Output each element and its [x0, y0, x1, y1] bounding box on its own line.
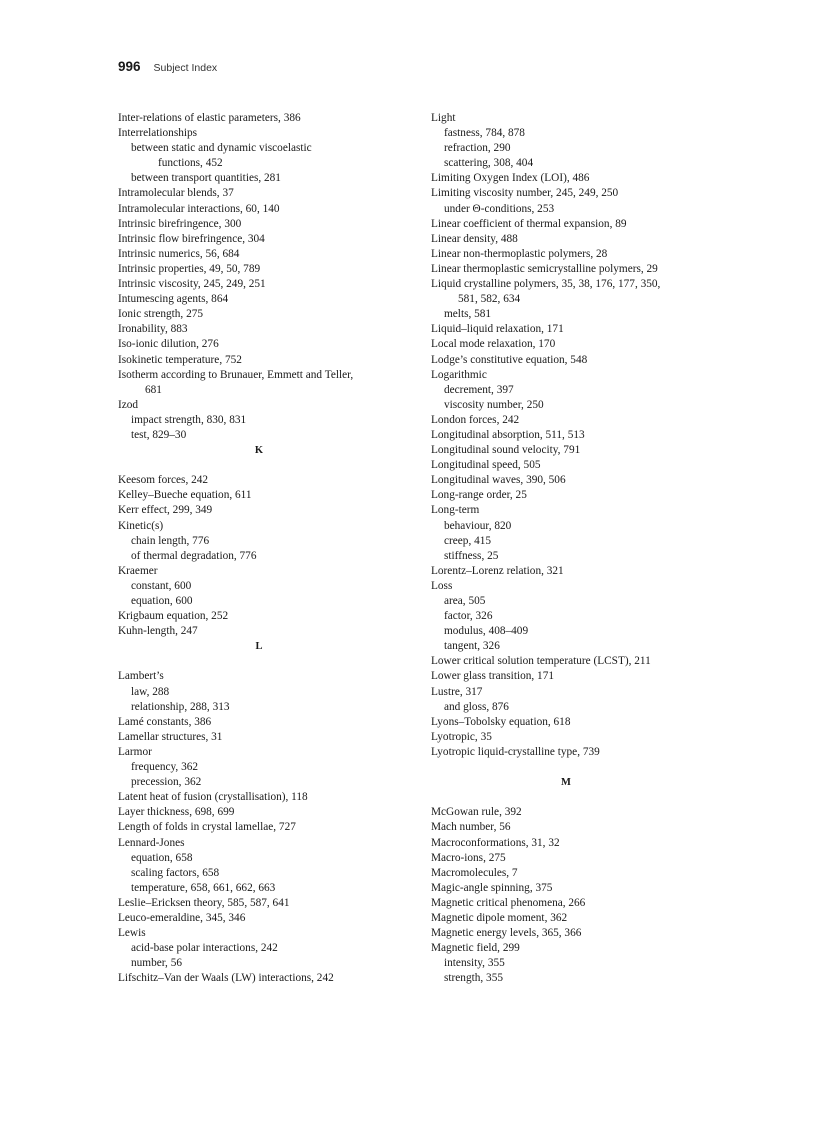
index-entry: Isotherm according to Brunauer, Emmett and Teller, — [118, 368, 354, 381]
index-subentry: relationship, 288, 313 — [131, 700, 230, 713]
index-subentry: law, 288 — [131, 685, 170, 698]
index-subentry: equation, 600 — [131, 595, 193, 607]
index-subentry: tangent, 326 — [444, 640, 500, 653]
section-letter: L — [255, 641, 263, 653]
index-entry: Intrinsic birefringence, 300 — [118, 217, 242, 230]
index-subentry: strength, 355 — [444, 972, 503, 985]
index-entry: Interrelationships — [118, 127, 198, 140]
index-entry: Magnetic field, 299 — [431, 942, 520, 955]
index-entry: Linear non-thermoplastic polymers, 28 — [431, 247, 608, 260]
running-title: Subject Index — [153, 62, 218, 74]
index-column-right — [431, 111, 701, 986]
index-subentry: melts, 581 — [444, 308, 492, 321]
index-entry: Magnetic critical phenomena, 266 — [431, 896, 586, 909]
index-entry: Latent heat of fusion (crystallisation), 118 — [118, 791, 308, 804]
index-entry: Keesom forces, 242 — [118, 474, 209, 487]
index-entry: Intrinsic numerics, 56, 684 — [118, 247, 240, 260]
index-entry: Local mode relaxation, 170 — [431, 338, 556, 351]
index-subentry: stiffness, 25 — [444, 549, 499, 562]
spacer — [118, 458, 400, 473]
index-entry: Lewis — [118, 927, 146, 940]
index-entry: Leslie–Ericksen theory, 585, 587, 641 — [118, 896, 290, 909]
index-subentry: scaling factors, 658 — [131, 866, 220, 879]
index-entry: Magic-angle spinning, 375 — [431, 881, 553, 894]
index-entry: Magnetic energy levels, 365, 366 — [431, 927, 582, 940]
index-entry: McGowan rule, 392 — [431, 806, 522, 819]
index-entry: Macromolecules, 7 — [431, 866, 518, 879]
index-entry: Kinetic(s) — [118, 519, 164, 532]
index-entry: Longitudinal waves, 390, 506 — [431, 474, 566, 487]
index-subentry: area, 505 — [444, 595, 486, 607]
index-entry: Layer thickness, 698, 699 — [118, 806, 235, 819]
index-entry: Logarithmic — [431, 368, 487, 381]
index-subentry: and gloss, 876 — [444, 700, 509, 713]
spacer — [118, 654, 400, 669]
index-entry: Lodge’s constitutive equation, 548 — [431, 353, 588, 366]
page-number: 996 — [118, 59, 141, 74]
index-column-left — [118, 111, 400, 986]
index-entry: Lifschitz–Van der Waals (LW) interactions, 242 — [118, 972, 334, 985]
index-entry: Leuco-emeraldine, 345, 346 — [118, 911, 246, 924]
index-entry: Lambert’s — [118, 670, 164, 683]
index-entry: Lamellar structures, 31 — [118, 730, 223, 743]
index-subentry: number, 56 — [131, 957, 183, 970]
spacer — [431, 790, 701, 805]
index-entry: Kerr effect, 299, 349 — [118, 504, 213, 517]
index-entry: Light — [431, 112, 456, 124]
index-entry: Lower critical solution temperature (LCST), 211 — [431, 655, 651, 668]
spacer — [431, 760, 701, 775]
index-entry: Lyons–Tobolsky equation, 618 — [431, 715, 571, 728]
index-entry: Iso-ionic dilution, 276 — [118, 338, 219, 351]
index-entry: Long-term — [431, 504, 480, 517]
index-entry: Larmor — [118, 745, 152, 758]
index-entry: Lower glass transition, 171 — [431, 670, 554, 683]
index-entry: Intramolecular blends, 37 — [118, 187, 234, 200]
index-entry: Isokinetic temperature, 752 — [118, 353, 242, 366]
index-entry: Limiting viscosity number, 245, 249, 250 — [431, 187, 619, 200]
index-entry: Kelley–Bueche equation, 611 — [118, 489, 252, 502]
index-entry: Lustre, 317 — [431, 685, 483, 698]
index-subentry: between static and dynamic viscoelastic — [131, 142, 312, 155]
index-subentry: fastness, 784, 878 — [444, 127, 525, 140]
index-entry: Length of folds in crystal lamellae, 727 — [118, 821, 296, 834]
index-entry: Linear thermoplastic semicrystalline polymers, 29 — [431, 262, 658, 275]
index-entry: Inter-relations of elastic parameters, 386 — [118, 112, 301, 124]
index-entry: Loss — [431, 579, 453, 592]
index-subentry: equation, 658 — [131, 851, 193, 864]
section-letter: M — [561, 777, 571, 789]
index-entry: Magnetic dipole moment, 362 — [431, 911, 568, 924]
index-entry: Izod — [118, 398, 139, 411]
index-entry: Longitudinal sound velocity, 791 — [431, 444, 581, 457]
index-subentry: of thermal degradation, 776 — [131, 549, 257, 562]
index-subentry: 581, 582, 634 — [458, 293, 521, 306]
index-entry: Intrinsic flow birefringence, 304 — [118, 232, 265, 245]
index-entry: Lyotropic, 35 — [431, 730, 492, 743]
index-subentry: under Θ-conditions, 253 — [444, 202, 555, 215]
index-subentry: viscosity number, 250 — [444, 398, 544, 411]
index-entry: Ionic strength, 275 — [118, 308, 204, 321]
index-subentry: impact strength, 830, 831 — [131, 413, 247, 426]
index-entry: Intumescing agents, 864 — [118, 293, 229, 306]
index-entry: Lennard-Jones — [118, 836, 185, 849]
index-subentry: creep, 415 — [444, 534, 492, 547]
index-subentry: precession, 362 — [131, 776, 202, 789]
index-entry: Long-range order, 25 — [431, 489, 527, 502]
index-entry: Lorentz–Lorenz relation, 321 — [431, 564, 564, 577]
index-entry: Limiting Oxygen Index (LOI), 486 — [431, 172, 590, 185]
index-subentry: modulus, 408–409 — [444, 625, 529, 638]
index-entry: Longitudinal absorption, 511, 513 — [431, 428, 585, 441]
index-entry: Intrinsic properties, 49, 50, 789 — [118, 262, 261, 275]
index-entry: Mach number, 56 — [431, 821, 511, 834]
index-subentry: refraction, 290 — [444, 142, 511, 155]
index-entry: Ironability, 883 — [118, 323, 188, 336]
index-entry: Kuhn-length, 247 — [118, 625, 198, 638]
index-subentry: intensity, 355 — [444, 957, 505, 970]
index-subentry: test, 829–30 — [131, 428, 187, 441]
index-entry: Lamé constants, 386 — [118, 715, 212, 728]
index-entry: Krigbaum equation, 252 — [118, 610, 229, 623]
index-entry: Intrinsic viscosity, 245, 249, 251 — [118, 278, 266, 291]
index-entry: Linear coefficient of thermal expansion, 89 — [431, 217, 627, 230]
index-subentry: behaviour, 820 — [444, 519, 512, 532]
index-subentry: decrement, 397 — [444, 383, 514, 396]
index-subentry: constant, 600 — [131, 579, 192, 592]
index-entry: Intramolecular interactions, 60, 140 — [118, 202, 280, 215]
index-subentry: functions, 452 — [158, 157, 223, 170]
section-letter: K — [254, 445, 264, 457]
index-subentry: factor, 326 — [444, 610, 493, 623]
index-subentry: frequency, 362 — [131, 761, 199, 774]
index-entry: London forces, 242 — [431, 413, 520, 426]
index-subentry: chain length, 776 — [131, 534, 210, 547]
index-entry: Macro-ions, 275 — [431, 851, 506, 864]
index-subentry: 681 — [145, 383, 162, 396]
index-entry: Liquid–liquid relaxation, 171 — [431, 323, 564, 336]
index-entry: Longitudinal speed, 505 — [431, 459, 541, 472]
page-header — [118, 58, 217, 78]
index-entry: Kraemer — [118, 564, 158, 577]
index-subentry: temperature, 658, 661, 662, 663 — [131, 881, 276, 894]
index-subentry: acid-base polar interactions, 242 — [131, 942, 278, 955]
index-entry: Linear density, 488 — [431, 232, 518, 245]
index-entry: Macroconformations, 31, 32 — [431, 836, 560, 849]
index-subentry: scattering, 308, 404 — [444, 157, 534, 170]
index-entry: Lyotropic liquid-crystalline type, 739 — [431, 745, 600, 758]
index-subentry: between transport quantities, 281 — [131, 172, 281, 185]
index-entry: Liquid crystalline polymers, 35, 38, 176, 177, 350, — [431, 278, 661, 291]
